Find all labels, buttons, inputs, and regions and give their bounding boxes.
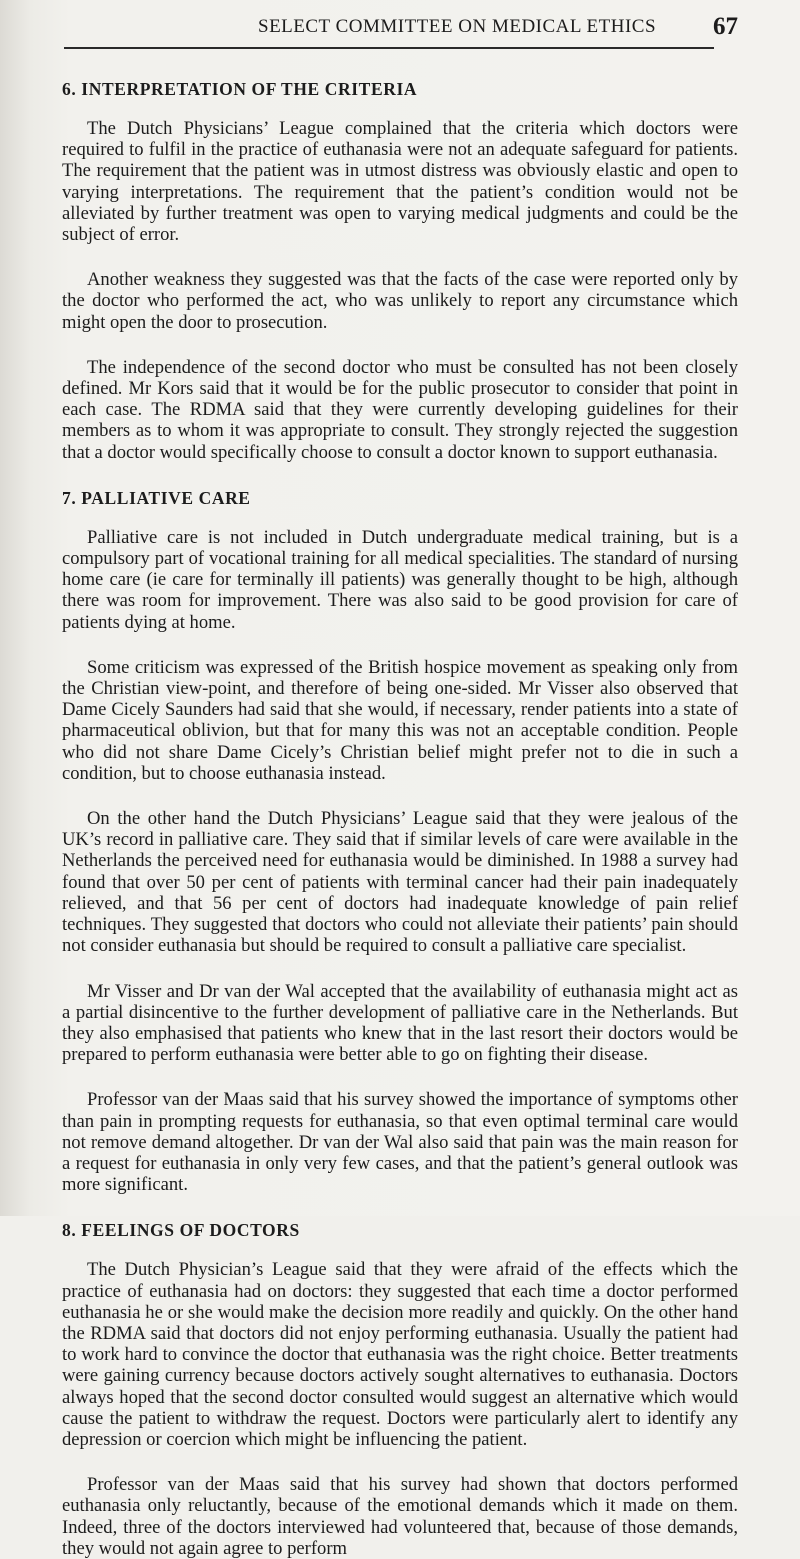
- header-rule: [64, 47, 714, 49]
- paragraph: The Dutch Physician’s League said that they were afraid of the effects which the practice of euthanasia had on doctors: they suggested that each time a doctor performed euthanasia he or she would make the decision more readily and quickly. On the other hand the RDMA said that doctors did not enjoy performing euthanasia. Usually the patient had to work hard to convince the doctor that euthanasia was the right choice. Better treatments were gaining currency because doctors actively sought alternatives to euthanasia. Doctors always hoped that the second doctor consulted would suggest an alternative which would cause the patient to withdraw the request. Doctors were particularly alert to identify any depression or coercion which might be influencing the patient.: [62, 1259, 738, 1450]
- section-palliative-care: [62, 487, 738, 1195]
- paragraph: Palliative care is not included in Dutch undergraduate medical training, but is a compulsory part of vocational training for all medical specialities. The standard of nursing home care (ie care for terminally ill patients) was generally thought to be high, although there was room for improvement. There was also said to be good provision for care of patients dying at home.: [62, 526, 738, 633]
- section-interpretation-of-criteria: [62, 78, 738, 463]
- section-heading: 8. FEELINGS OF DOCTORS: [62, 1220, 300, 1241]
- paragraph: On the other hand the Dutch Physicians’ League said that they were jealous of the UK’s record in palliative care. They said that if similar levels of care were available in the Netherlands the perceived need for euthanasia would be diminished. In 1988 a survey had found that over 50 per cent of patients with terminal cancer had their pain inadequately relieved, and that 56 per cent of doctors had inadequate knowledge of pain relief techniques. They suggested that doctors who could not alleviate their patients’ pain should not consider euthanasia but should be required to consult a palliative care specialist.: [62, 808, 738, 957]
- paragraph: The independence of the second doctor who must be consulted has not been closely defined. Mr Kors said that it would be for the public prosecutor to consider that point in each case. The RDMA said that they were currently developing guidelines for their members as to whom it was appropriate to consult. They strongly rejected the suggestion that a doctor would specifically choose to consult a doctor known to support euthanasia.: [62, 356, 738, 463]
- paragraph: Mr Visser and Dr van der Wal accepted that the availability of euthanasia might act as a partial disincentive to the further development of palliative care in the Netherlands. But they also emphasised that patients who knew that in the last resort their doctors would be prepared to perform euthanasia were better able to go on fighting their disease.: [62, 980, 738, 1066]
- paragraph: Some criticism was expressed of the British hospice movement as speaking only from the Christian view-point, and therefore of being one-sided. Mr Visser also observed that Dame Cicely Saunders had said that she would, if necessary, render patients into a state of pharmaceutical oblivion, but that for many this was not an acceptable condition. People who did not share Dame Cicely’s Christian belief might prefer not to die in such a condition, but to choose euthanasia instead.: [62, 656, 738, 784]
- running-header: [62, 13, 738, 42]
- section-heading: 6. INTERPRETATION OF THE CRITERIA: [62, 79, 418, 99]
- page-number: 67: [713, 13, 738, 40]
- paragraph: Another weakness they suggested was that the facts of the case were reported only by the doctor who performed the act, who was unlikely to report any circumstance which might open the door to prosecution.: [62, 269, 738, 333]
- section-feelings-of-doctors: [62, 1219, 738, 1559]
- section-heading: 7. PALLIATIVE CARE: [62, 487, 251, 508]
- document-body: [62, 78, 738, 1559]
- running-header-title: SELECT COMMITTEE ON MEDICAL ETHICS: [258, 16, 657, 37]
- paragraph: Professor van der Maas said that his survey showed the importance of symptoms other than pain in prompting requests for euthanasia, so that even optimal terminal care would not remove demand altogether. Dr van der Wal also said that pain was the main reason for a request for euthanasia in only very few cases, and that the patient’s general outlook was more significant.: [62, 1089, 738, 1196]
- paragraph: Professor van der Maas said that his survey had shown that doctors performed euthanasia only reluctantly, because of the emotional demands which it made on them. Indeed, three of the doctors interviewed had volunteered that, because of those demands, they would not again agree to perform: [62, 1474, 738, 1559]
- paragraph: The Dutch Physicians’ League complained that the criteria which doctors were required to fulfil in the practice of euthanasia were not an adequate safeguard for patients. The requirement that the patient was in utmost distress was obviously elastic and open to varying interpretations. The requirement that the patient’s condition would not be alleviated by further treatment was open to varying medical judgments and could be the subject of error.: [62, 118, 738, 246]
